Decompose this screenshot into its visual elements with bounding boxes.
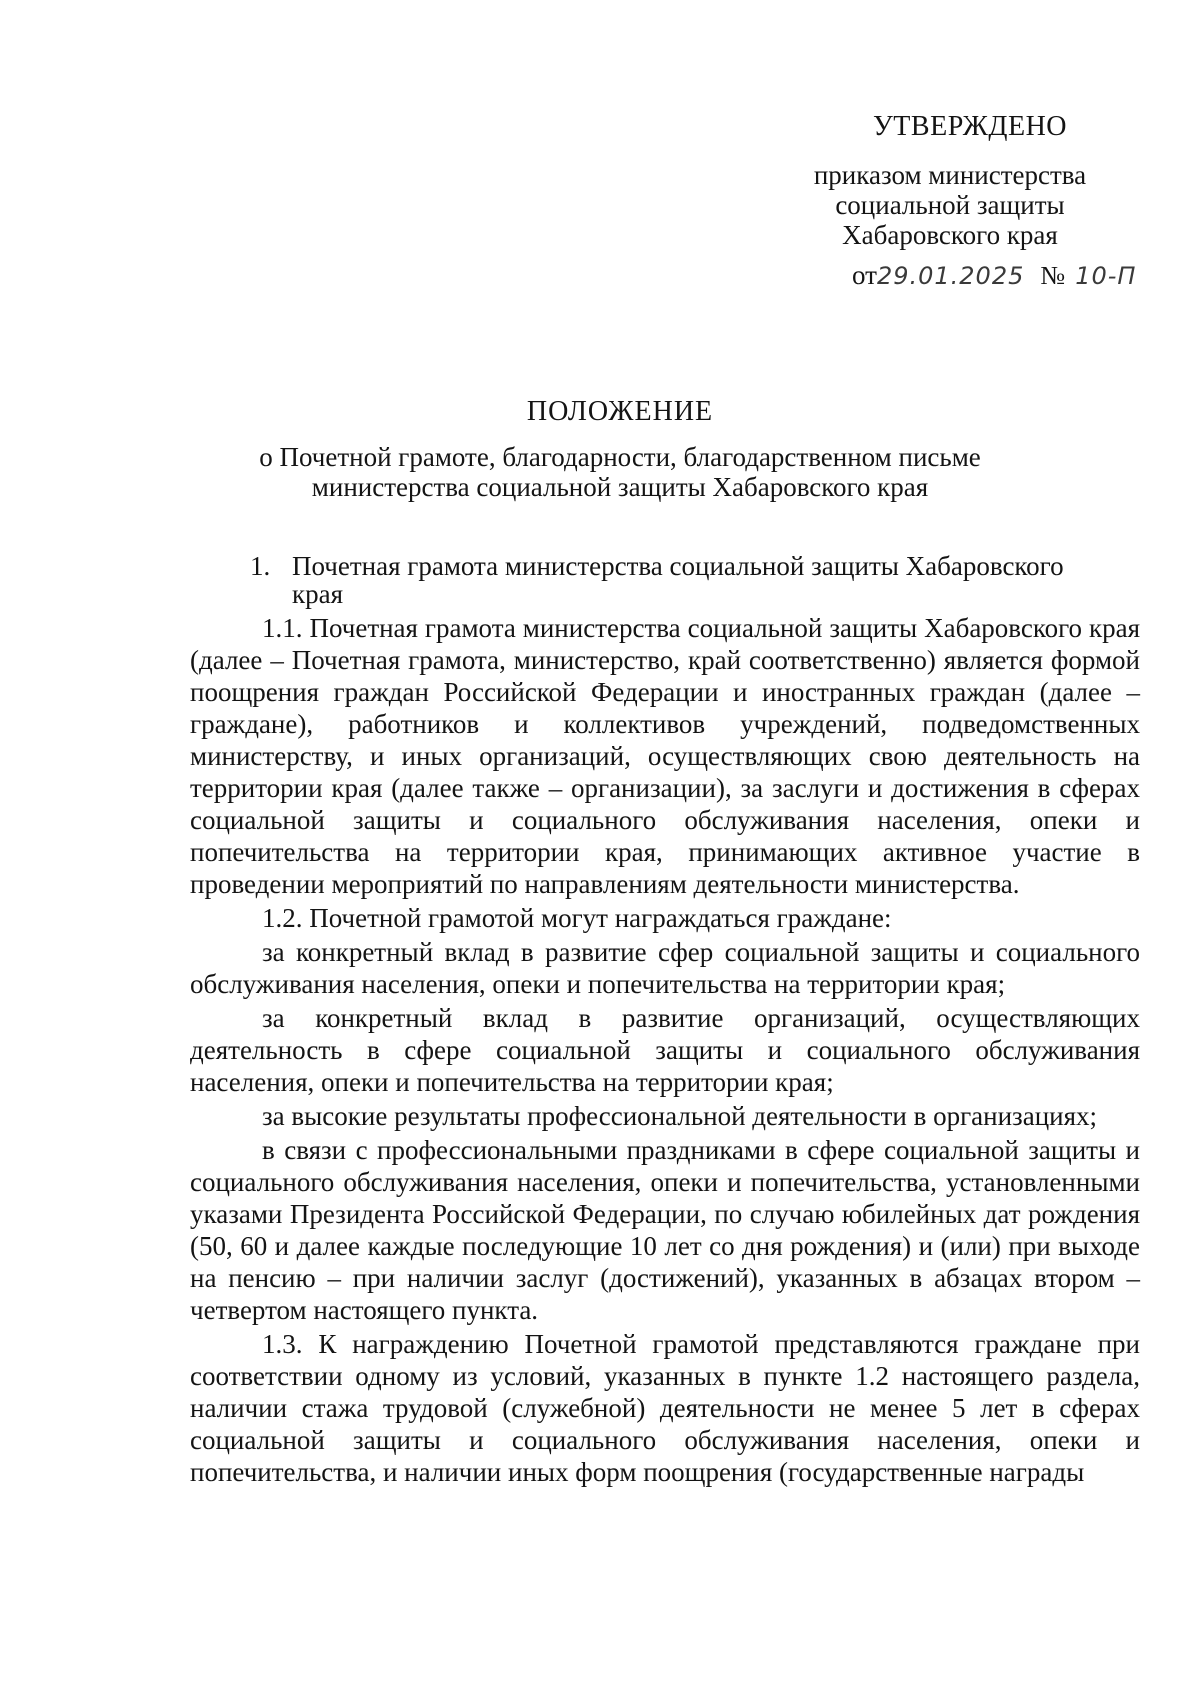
- approval-line-3: Хабаровского края: [842, 220, 1058, 250]
- paragraph-1-1: 1.1. Почетная грамота министерства социальной защиты Хабаровского края (далее – Почетная грамота, министерство, край соответственно) является формой поощрения граждан Российской Федерации и иностранных граждан (далее – граждане), работников и коллективов учреждений, подведомственных министерству, и иных организаций, осуществляющих свою деятельность на территории края (далее также – организации), за заслуги и достижения в сферах социальной защиты и социального обслуживания населения, опеки и попечительства на территории края, принимающих активное участие в проведении мероприятий по направлениям деятельности министерства.: [190, 613, 1140, 899]
- number-sign: №: [1040, 261, 1066, 290]
- date-prefix: от: [852, 260, 877, 290]
- paragraph-1-2-item-2: за конкретный вклад в развитие организаций, осуществляющих деятельность в сфере социальной защиты и социального обслуживания населения, опеки и попечительства на территории края;: [190, 1003, 1140, 1097]
- document-title-block: [180, 396, 1060, 502]
- paragraph-1-3: 1.3. К награждению Почетной грамотой представляются граждане при соответствии одному из условий, указанных в пункте 1.2 настоящего раздела, наличии стажа трудовой (служебной) деятельности не менее 5 лет в сферах социальной защиты и социального обслуживания населения, опеки и попечительства, и наличии иных форм поощрения (государственные награды: [190, 1329, 1140, 1487]
- order-date-line: [760, 260, 1140, 291]
- paragraph-1-2-item-3: за высокие результаты профессиональной деятельности в организациях;: [262, 1101, 1098, 1131]
- approval-line-2: социальной защиты: [835, 190, 1065, 220]
- approval-line-1: приказом министерства: [813, 160, 1087, 190]
- approval-block: [760, 112, 1140, 291]
- section-heading: [250, 552, 1080, 608]
- section-title: Почетная грамота министерства социальной защиты Хабаровского края: [292, 551, 1064, 609]
- document-body: [190, 612, 1140, 1488]
- paragraph-1-2-item-1: за конкретный вклад в развитие сфер социальной защиты и социального обслуживания населения, опеки и попечительства на территории края;: [190, 937, 1140, 999]
- approved-label: УТВЕРЖДЕНО: [872, 111, 1068, 142]
- paragraph-1-2: 1.2. Почетной грамотой могут награждаться граждане:: [262, 903, 892, 933]
- paragraph-1-2-item-4: в связи с профессиональными праздниками в сфере социальной защиты и социального обслуживания населения, опеки и попечительства, установленными указами Президента Российской Федерации, по случаю юбилейных дат рождения (50, 60 и далее каждые последующие 10 лет со дня рождения) и (или) при выходе на пенсию – при наличии заслуг (достижений), указанных в абзацах втором – четвертом настоящего пункта.: [190, 1135, 1140, 1325]
- handwritten-date: 29.01.2025: [876, 262, 1025, 290]
- document-subtitle: о Почетной грамоте, благодарности, благодарственном письме министерства социальной защиты Хабаровского края: [259, 442, 981, 502]
- handwritten-order-number: 10-П: [1075, 262, 1137, 290]
- document-title: ПОЛОЖЕНИЕ: [526, 396, 714, 427]
- section-number: 1.: [250, 551, 271, 581]
